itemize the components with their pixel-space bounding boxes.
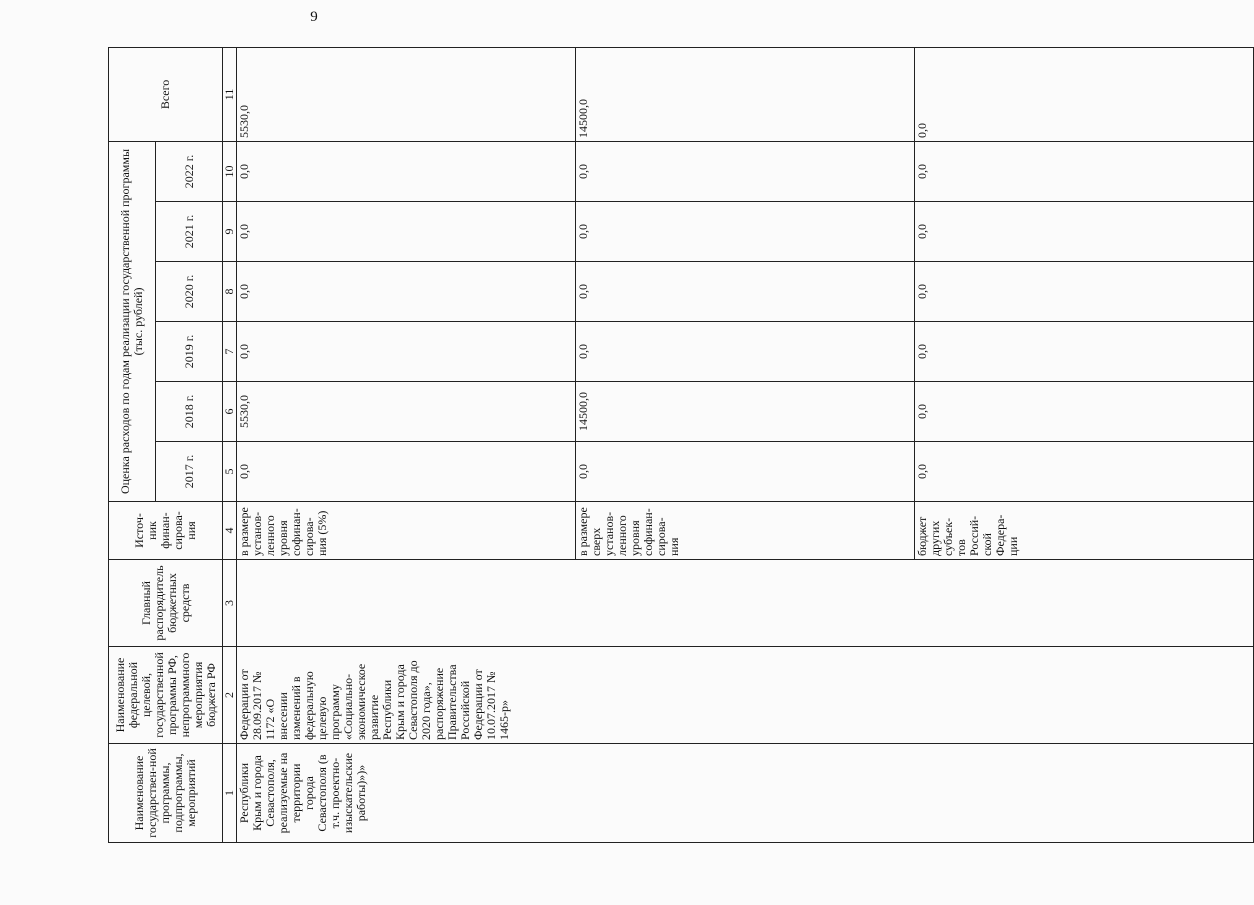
value-cell: 5530,0	[237, 382, 576, 442]
header-federal-program: Наименование федеральной целевой, государственной программы РФ, непрограммного мероприятия бюджета РФ	[109, 647, 223, 744]
rotated-table-container	[108, 48, 1020, 843]
page-number: 9	[310, 9, 318, 25]
header-year: 2017 г.	[156, 442, 223, 502]
column-number: 8	[223, 262, 237, 322]
header-year: 2021 г.	[156, 202, 223, 262]
value-cell: 0,0	[576, 442, 915, 502]
table-row	[237, 47, 576, 842]
value-cell: 0,0	[237, 442, 576, 502]
value-cell: 0,0	[915, 202, 1254, 262]
value-cell: 0,0	[237, 322, 576, 382]
value-cell: 0,0	[915, 262, 1254, 322]
funding-source-cell: в размере сверх установ-ленного уровня софинан-сирова-ния	[576, 502, 915, 560]
column-number: 2	[223, 647, 237, 744]
value-cell: 0,0	[237, 202, 576, 262]
header-year: 2022 г.	[156, 141, 223, 201]
total-cell: 0,0	[915, 47, 1254, 141]
value-cell: 0,0	[237, 141, 576, 201]
header-program-name: Наименование государствен-ной программы, подпрограммы, мероприятий	[109, 744, 223, 843]
value-cell: 0,0	[915, 382, 1254, 442]
budget-table	[108, 47, 1254, 843]
header-year: 2018 г.	[156, 382, 223, 442]
header-budget-manager: Главный распорядитель бюджетных средств	[109, 560, 223, 647]
budget-manager-cell	[237, 560, 1254, 647]
header-expense-estimate: Оценка расходов по годам реализации государственной программы (тыс. рублей)	[109, 141, 156, 501]
program-name-cell: Республики Крым и города Севастополя, реализуемые на территории города Севастополя (в т.ч. проектно-изыскательские работы)»)»	[237, 744, 1254, 843]
value-cell: 0,0	[576, 141, 915, 201]
value-cell: 0,0	[576, 322, 915, 382]
header-year: 2019 г.	[156, 322, 223, 382]
value-cell: 14500,0	[576, 382, 915, 442]
value-cell: 0,0	[237, 262, 576, 322]
funding-source-cell: бюджет других субъек-тов Россий-ской Федера-ции	[915, 502, 1254, 560]
column-number: 11	[223, 47, 237, 141]
value-cell: 0,0	[576, 202, 915, 262]
column-number: 5	[223, 442, 237, 502]
federal-program-cell: Федерации от 28.09.2017 № 1172 «О внесении изменений в федеральную целевую программу «Социально-экономическое развитие Республики Крым и города Севастополя до 2020 года», распоряжение Правительства Российской Федерации от 10.07.2017 № 1465-р»	[237, 647, 1254, 744]
header-year: 2020 г.	[156, 262, 223, 322]
column-number: 9	[223, 202, 237, 262]
value-cell: 0,0	[915, 442, 1254, 502]
column-number: 1	[223, 744, 237, 843]
column-number: 4	[223, 502, 237, 560]
column-number: 6	[223, 382, 237, 442]
value-cell: 0,0	[915, 322, 1254, 382]
value-cell: 0,0	[915, 141, 1254, 201]
column-number: 3	[223, 560, 237, 647]
funding-source-cell: в размере установ-ленного уровня софинан-сирова-ния (5%)	[237, 502, 576, 560]
column-number: 10	[223, 141, 237, 201]
header-funding-source: Источ-ник финан-сирова-ния	[109, 502, 223, 560]
total-cell: 14500,0	[576, 47, 915, 141]
value-cell: 0,0	[576, 262, 915, 322]
header-total: Всего	[109, 47, 223, 141]
column-number: 7	[223, 322, 237, 382]
total-cell: 5530,0	[237, 47, 576, 141]
